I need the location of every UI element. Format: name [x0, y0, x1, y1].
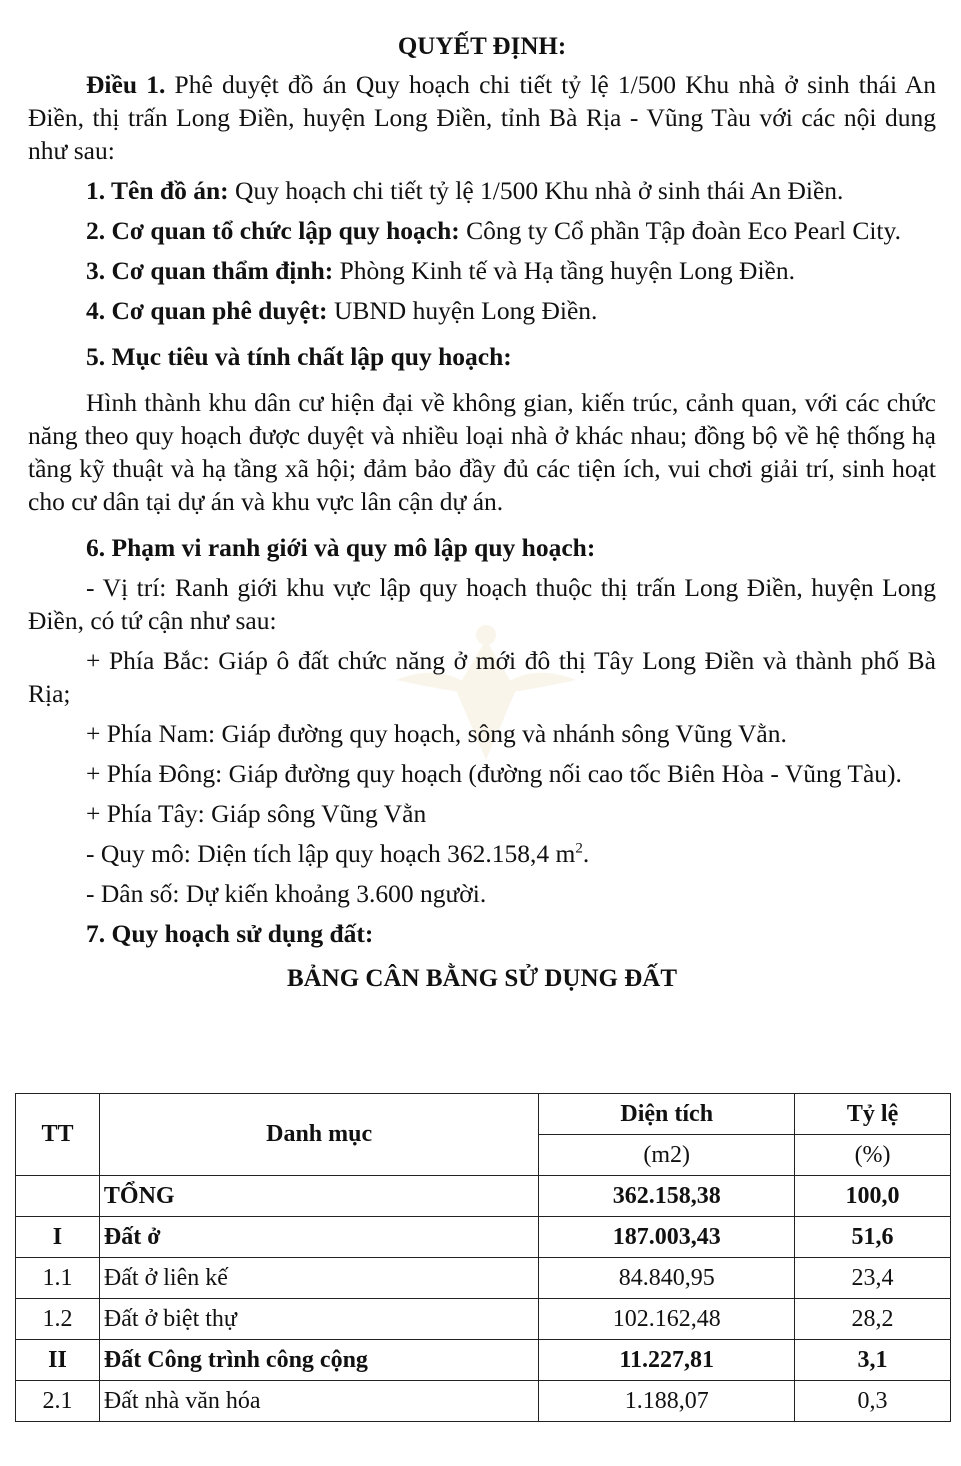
header-ratio: Tỷ lệ — [795, 1094, 951, 1135]
cell-name: Đất Công trình công cộng — [99, 1340, 538, 1381]
table-row — [16, 1299, 951, 1340]
article-1-text: Phê duyệt đồ án Quy hoạch chi tiết tỷ lệ 1/500 Khu nhà ở sinh thái An Điền, thị trấn Long Điền, huyện Long Điền, tỉnh Bà Rịa - Vũng Tàu với các nội dung như sau: — [28, 70, 937, 165]
cell-name: Đất nhà văn hóa — [99, 1381, 538, 1422]
item-4-text: UBND huyện Long Điền. — [327, 296, 598, 325]
cell-tt — [16, 1176, 100, 1217]
scale-superscript: 2 — [575, 840, 583, 857]
section-7-heading — [28, 917, 936, 950]
item-3-text: Phòng Kinh tế và Hạ tầng huyện Long Điền. — [333, 256, 796, 285]
section-6-heading-text: 6. Phạm vi ranh giới và quy mô lập quy hoạch: — [86, 533, 596, 562]
section-6-west: + Phía Tây: Giáp sông Vũng Vằn — [86, 799, 427, 828]
cell-area: 102.162,48 — [539, 1299, 795, 1340]
cell-ratio: 100,0 — [795, 1176, 951, 1217]
header-ratio-unit: (%) — [795, 1135, 951, 1176]
cell-tt: II — [16, 1340, 100, 1381]
cell-area: 187.003,43 — [539, 1217, 795, 1258]
header-area-unit: (m2) — [539, 1135, 795, 1176]
cell-tt: I — [16, 1217, 100, 1258]
item-1-text: Quy hoạch chi tiết tỷ lệ 1/500 Khu nhà ở sinh thái An Điền. — [228, 176, 844, 205]
document-body — [28, 30, 936, 995]
cell-name: Đất ở biệt thự — [99, 1299, 538, 1340]
item-1 — [28, 174, 936, 207]
section-5-heading-text: 5. Mục tiêu và tính chất lập quy hoạch: — [86, 342, 512, 371]
item-1-label: 1. Tên đồ án: — [86, 176, 229, 205]
section-6-population: - Dân số: Dự kiến khoảng 3.600 người. — [86, 879, 487, 908]
table-row — [16, 1340, 951, 1381]
item-3 — [28, 254, 936, 287]
scale-text: - Quy mô: Diện tích lập quy hoạch 362.158,4 m — [86, 839, 576, 868]
table-row — [16, 1258, 951, 1299]
item-2 — [28, 214, 936, 247]
cell-name: Đất ở — [99, 1217, 538, 1258]
cell-ratio: 0,3 — [795, 1381, 951, 1422]
section-6-south: + Phía Nam: Giáp đường quy hoạch, sông và nhánh sông Vũng Vằn. — [86, 719, 787, 748]
header-area: Diện tích — [539, 1094, 795, 1135]
section-6-scale — [28, 837, 936, 870]
cell-ratio: 28,2 — [795, 1299, 951, 1340]
cell-tt: 1.2 — [16, 1299, 100, 1340]
section-7-heading-text: 7. Quy hoạch sử dụng đất: — [86, 919, 374, 948]
header-category: Danh mục — [99, 1094, 538, 1176]
section-6-east: + Phía Đông: Giáp đường quy hoạch (đường nối cao tốc Biên Hòa - Vũng Tàu). — [86, 759, 902, 788]
cell-area: 362.158,38 — [539, 1176, 795, 1217]
cell-area: 1.188,07 — [539, 1381, 795, 1422]
cell-name: TỔNG — [99, 1176, 538, 1217]
section-6-location: - Vị trí: Ranh giới khu vực lập quy hoạch thuộc thị trấn Long Điền, huyện Long Điền, có tứ cận như sau: — [28, 573, 936, 635]
table-row — [16, 1217, 951, 1258]
cell-name: Đất ở liên kế — [99, 1258, 538, 1299]
section-6-north: + Phía Bắc: Giáp ô đất chức năng ở mới đô thị Tây Long Điền và thành phố Bà Rịa; — [28, 646, 936, 708]
table-row — [16, 1381, 951, 1422]
land-use-table — [15, 1093, 951, 1422]
section-5-text: Hình thành khu dân cư hiện đại về không gian, kiến trúc, cảnh quan, với các chức năng theo quy hoạch được duyệt và nhiều loại nhà ở khác nhau; đồng bộ về hệ thống hạ tầng kỹ thuật và hạ tầng xã hội; đảm bảo đầy đủ các tiện ích, vui chơi giải trí, sinh hoạt cho cư dân tại dự án và khu vực lân cận dự án. — [28, 388, 936, 516]
cell-tt: 2.1 — [16, 1381, 100, 1422]
header-tt: TT — [16, 1094, 100, 1176]
cell-tt: 1.1 — [16, 1258, 100, 1299]
item-4 — [28, 294, 936, 327]
section-5-heading — [28, 340, 936, 373]
cell-area: 11.227,81 — [539, 1340, 795, 1381]
section-6-heading — [28, 531, 936, 564]
article-1-label: Điều 1. — [86, 70, 166, 99]
item-3-label: 3. Cơ quan thẩm định: — [86, 256, 334, 285]
table-header-row — [16, 1094, 951, 1135]
cell-ratio: 3,1 — [795, 1340, 951, 1381]
table-row-total — [16, 1176, 951, 1217]
cell-area: 84.840,95 — [539, 1258, 795, 1299]
item-4-label: 4. Cơ quan phê duyệt: — [86, 296, 328, 325]
decision-heading: QUYẾT ĐỊNH: — [397, 33, 567, 60]
scale-suffix: . — [582, 839, 590, 868]
item-2-label: 2. Cơ quan tổ chức lập quy hoạch: — [86, 216, 460, 245]
cell-ratio: 23,4 — [795, 1258, 951, 1299]
table-title: BẢNG CÂN BẰNG SỬ DỤNG ĐẤT — [286, 965, 678, 992]
item-2-text: Công ty Cổ phần Tập đoàn Eco Pearl City. — [459, 216, 901, 245]
cell-ratio: 51,6 — [795, 1217, 951, 1258]
article-1 — [28, 68, 936, 167]
